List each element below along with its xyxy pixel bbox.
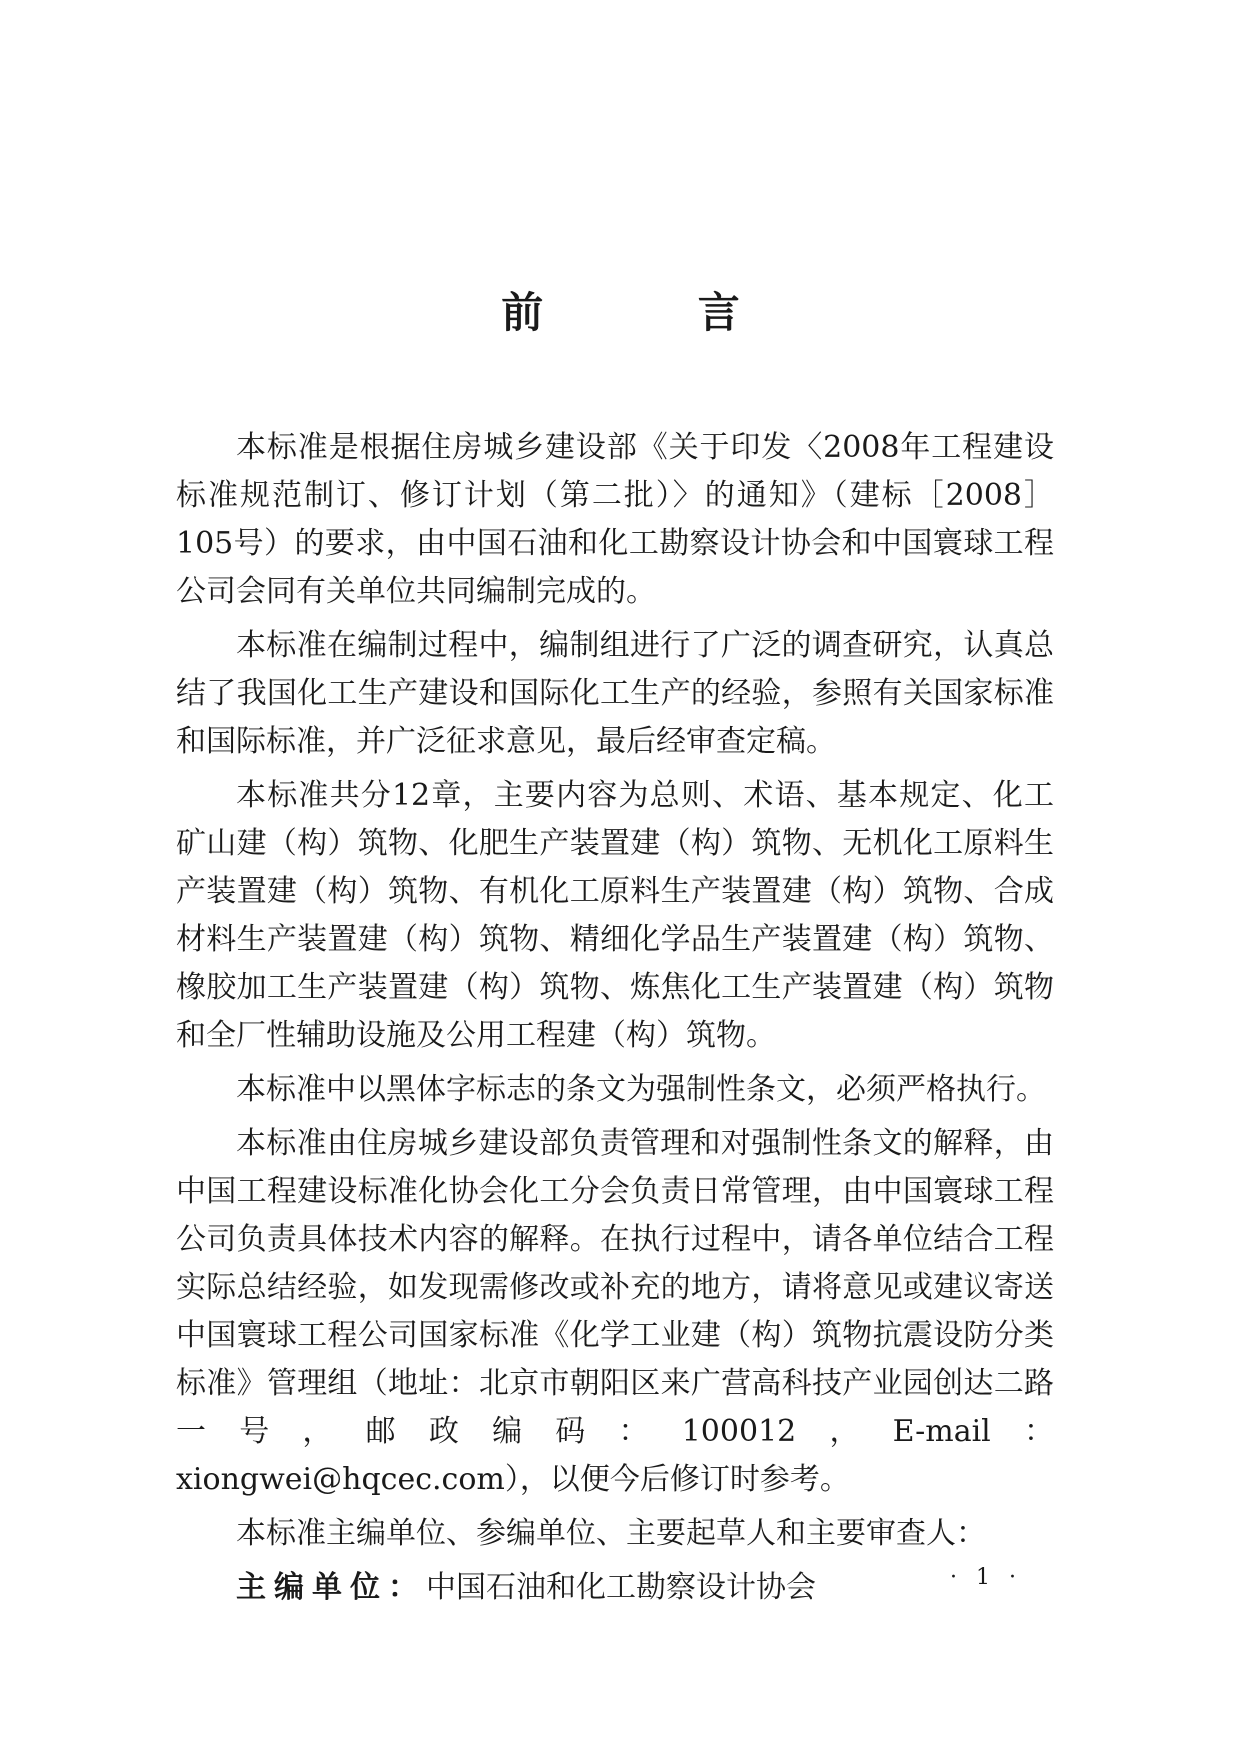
paragraph-mandatory: 本标准中以黑体字标志的条文为强制性条文，必须严格执行。: [236, 1072, 1046, 1107]
chief-editor-value: 中国石油和化工勘察设计协会: [426, 1570, 816, 1605]
preface-body: [176, 424, 1054, 1612]
paragraph-contents: 本标准共分12章，主要内容为总则、术语、基本规定、化工矿山建（构）筑物、化肥生产装置建（构）筑物、无机化工原料生产装置建（构）筑物、有机化工原料生产装置建（构）筑物、合成材料生产装置建（构）筑物、精细化学品生产装置建（构）筑物、橡胶加工生产装置建（构）筑物、炼焦化工生产装置建（构）筑物和全厂性辅助设施及公用工程建（构）筑物。: [176, 778, 1054, 1053]
page-title: 前 言: [501, 288, 810, 337]
paragraph-process: 本标准在编制过程中，编制组进行了广泛的调查研究，认真总结了我国化工生产建设和国际化工生产的经验，参照有关国家标准和国际标准，并广泛征求意见，最后经审查定稿。: [176, 628, 1054, 759]
chief-editor-label: 主编单位：: [236, 1570, 426, 1605]
chief-editor-line: [176, 1564, 1054, 1612]
paragraph-basis: 本标准是根据住房城乡建设部《关于印发〈2008年工程建设标准规范制订、修订计划（第二批）〉的通知》（建标［2008］105号）的要求，由中国石油和化工勘察设计协会和中国寰球工程公司会同有关单位共同编制完成的。: [176, 430, 1054, 609]
paragraph-units-intro: 本标准主编单位、参编单位、主要起草人和主要审查人：: [236, 1516, 986, 1551]
page-number: · 1 ·: [950, 1565, 1022, 1590]
paragraph-management: 本标准由住房城乡建设部负责管理和对强制性条文的解释，由中国工程建设标准化协会化工分会负责日常管理，由中国寰球工程公司负责具体技术内容的解释。在执行过程中，请各单位结合工程实际总结经验，如发现需修改或补充的地方，请将意见或建议寄送中国寰球工程公司国家标准《化学工业建（构）筑物抗震设防分类标准》管理组（地址：北京市朝阳区来广营高科技产业园创达二路一号，邮政编码：100012，E-mail：xiongwei@hqcec.com），以便今后修订时参考。: [176, 1126, 1054, 1497]
